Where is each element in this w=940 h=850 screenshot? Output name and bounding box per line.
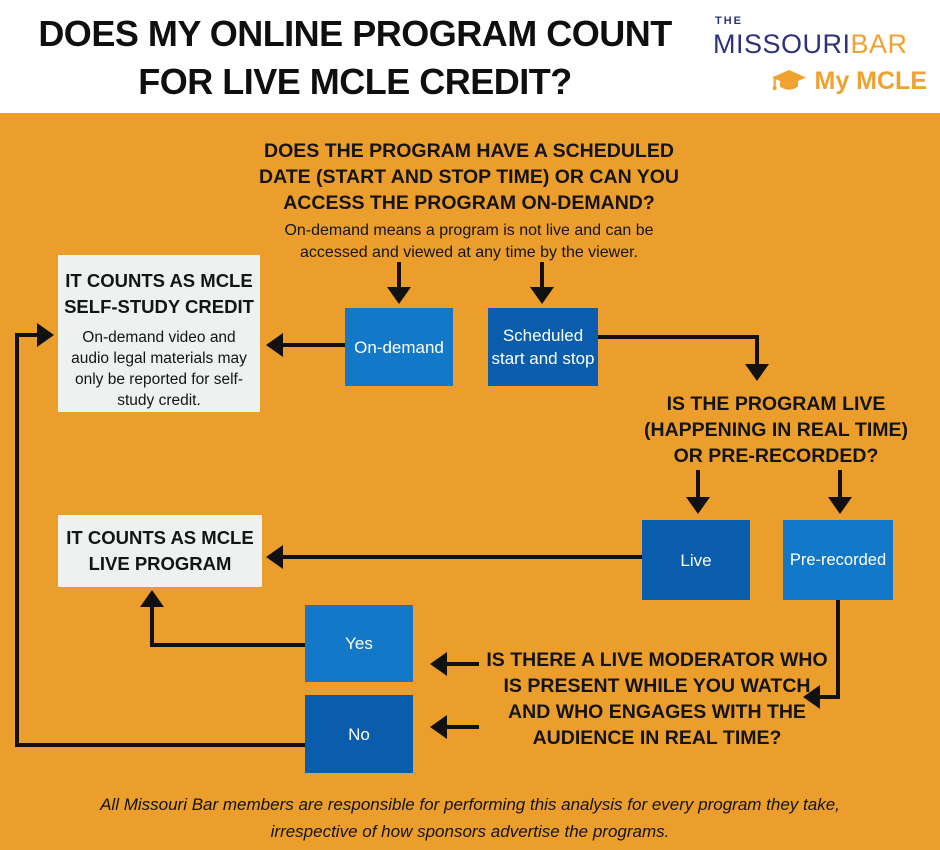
arrowhead-q2-to-live (686, 497, 710, 514)
arrowhead-live-to-liveprogram (266, 545, 283, 569)
connector-scheduled-down (755, 335, 759, 365)
result-body (58, 327, 260, 411)
arrowhead-q1-to-scheduled (530, 287, 554, 304)
question-line: IS PRESENT WHILE YOU WATCH (503, 675, 811, 697)
footer-note-line: All Missouri Bar members are responsible for performing this analysis for every program they take, (100, 795, 840, 814)
node-pre-recorded: Pre-recorded (783, 520, 893, 600)
result-title-line: SELF-STUDY CREDIT (64, 296, 254, 317)
note-line: accessed and viewed at any time by the viewer. (300, 244, 638, 261)
logo-bar-label: BAR (850, 29, 908, 59)
connector-yes-up (150, 606, 154, 647)
question-live-moderator (482, 647, 832, 751)
ondemand-definition-note (234, 220, 704, 264)
node-scheduled-start-stop: Scheduled start and stop (488, 308, 598, 386)
arrowhead-scheduled-to-q2 (745, 364, 769, 381)
footer-note (60, 791, 880, 845)
question-scheduled-or-ondemand (234, 138, 704, 264)
connector-q3-to-yes (447, 662, 479, 666)
result-title-line: IT COUNTS AS MCLE (65, 270, 253, 291)
arrowhead-ondemand-to-selfstudy (266, 333, 283, 357)
connector-q1-to-scheduled (540, 262, 544, 290)
result-body-line: only be reported for self- (74, 371, 243, 388)
question-line: DATE (START AND STOP TIME) OR CAN YOU (259, 166, 679, 188)
question-line: ACCESS THE PROGRAM ON-DEMAND? (283, 192, 655, 214)
arrowhead-q2-to-prerecorded (828, 497, 852, 514)
question-line: (HAPPENING IN REAL TIME) (644, 419, 908, 441)
connector-live-to-liveprogram (283, 555, 642, 559)
arrowhead-no-to-selfstudy (37, 323, 54, 347)
question-line: AND WHO ENGAGES WITH THE (508, 701, 806, 723)
arrowhead-q3-to-no (430, 715, 447, 739)
connector-no-up-rail (15, 333, 19, 747)
question-line: IS THE PROGRAM LIVE (666, 393, 886, 415)
my-mcle-lockup (713, 67, 927, 96)
result-body-line: study credit. (117, 392, 201, 409)
note-line: On-demand means a program is not live and can be (284, 222, 654, 239)
result-title-line: IT COUNTS AS MCLE (66, 527, 254, 548)
connector-prerecorded-down (836, 600, 840, 699)
question-line: DOES THE PROGRAM HAVE A SCHEDULED (264, 140, 674, 162)
result-title-line: LIVE PROGRAM (88, 553, 232, 574)
my-mcle-label: My MCLE (814, 67, 927, 95)
result-body-line: On-demand video and (82, 329, 236, 346)
connector-q2-to-prerecorded (838, 470, 842, 498)
node-no: No (305, 695, 413, 773)
missouri-bar-logo (713, 15, 927, 96)
node-yes: Yes (305, 605, 413, 682)
graduation-cap-icon (771, 69, 807, 95)
logo-missouri-label: MISSOURI (713, 29, 851, 59)
connector-scheduled-right (598, 335, 759, 339)
result-body-line: audio legal materials may (71, 350, 247, 367)
question-line: AUDIENCE IN REAL TIME? (532, 727, 782, 749)
connector-q3-to-no (447, 725, 479, 729)
page-title (35, 10, 675, 106)
connector-q1-to-ondemand (397, 262, 401, 290)
question-line: OR PRE-RECORDED? (673, 445, 879, 467)
page-title-line: DOES MY ONLINE PROGRAM COUNT (38, 13, 672, 54)
question-live-or-prerecorded (620, 391, 932, 469)
connector-yes-left (150, 643, 305, 647)
result-live-program (58, 515, 262, 587)
result-self-study-credit (58, 255, 260, 412)
arrowhead-q3-to-yes (430, 652, 447, 676)
arrowhead-yes-to-liveprogram (140, 590, 164, 607)
node-on-demand: On-demand (345, 308, 453, 386)
arrowhead-q1-to-ondemand (387, 287, 411, 304)
question-line: IS THERE A LIVE MODERATOR WHO (486, 649, 828, 671)
page-title-line: FOR LIVE MCLE CREDIT? (138, 61, 572, 102)
logo-the-label: THE (715, 15, 743, 27)
connector-q2-to-live (696, 470, 700, 498)
node-live: Live (642, 520, 750, 600)
connector-ondemand-to-selfstudy (282, 343, 345, 347)
logo-brand (713, 29, 927, 60)
connector-no-left (15, 743, 305, 747)
footer-note-line: irrespective of how sponsors advertise the programs. (270, 822, 670, 841)
